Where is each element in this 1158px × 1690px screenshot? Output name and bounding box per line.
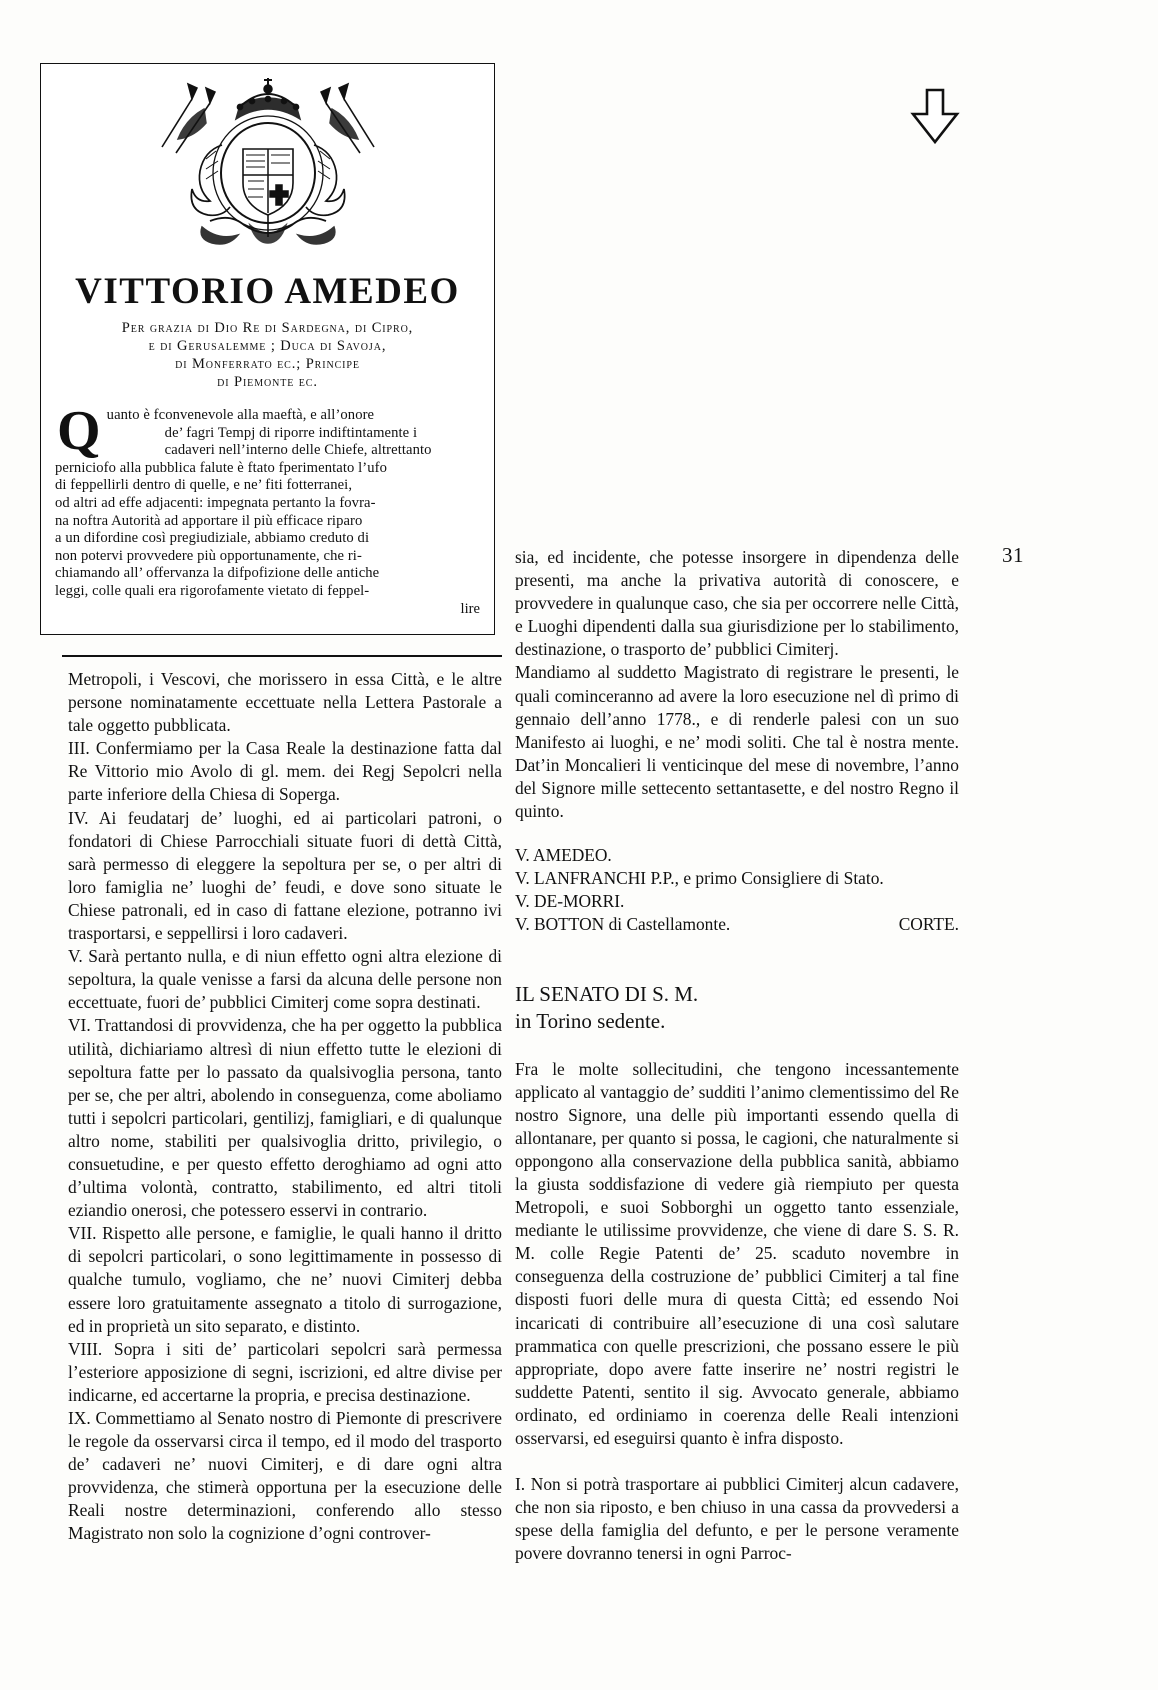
senato-heading-line2: in Torino sedente. <box>515 1008 666 1033</box>
paragraph: VIII. Sopra i siti de’ particolari sepolcri sarà permessa l’esteriore apposizione di segni, iscrizioni, ed altre divise per indicarne, ed accertarne la propria, e precisa destinazione. <box>68 1338 502 1405</box>
paragraph: VII. Rispetto alle persone, e famiglie, le quali hanno il dritto di sepolcri particolari, o sono legittimamente in possesso di qualche tumulo, vogliamo, che ne’ nuovi Cimiterj debba essere loro gratuitamente assegnato a titolo di surrogazione, ed in proprietà un sito separato, e distinto. <box>68 1223 502 1336</box>
left-text-column <box>68 668 502 1546</box>
plate-subtitle-line: Per grazia di Dio Re di Sardegna, di Cipro, <box>121 320 414 336</box>
plate-body-line: cadaveri nell’interno delle Chiefe, altrettanto <box>164 442 432 459</box>
plate-body-line: de’ fagri Tempj di riporre indiftintamente i <box>164 424 418 441</box>
signature-line-with-corte <box>515 913 959 936</box>
paragraph: IX. Commettiamo al Senato nostro di Piemonte di prescrivere le regole da osservarsi circa il tempo, ed il modo del trasporto de’ cadaveri ne’ nuovi Cimiterj, e di dare ogni altra provvidenza, che stimerà opportuna per la esecuzione delle Reali nostre determinazioni, conferendo allo stesso Magistrato non solo la cognizione d’ogni controver- <box>68 1408 502 1544</box>
senato-heading <box>515 981 959 1035</box>
plate-body-line: uanto è fconvenevole alla maeftà, e all’onore <box>106 407 375 423</box>
plate-body-line: chiamando all’ offervanza la difpofizione delle antiche <box>55 565 380 582</box>
signature-block <box>515 844 959 936</box>
column-rule <box>62 655 502 657</box>
right-text-column <box>515 546 959 1565</box>
plate-body <box>55 400 480 601</box>
drop-cap: Q <box>57 400 101 462</box>
plate-body-line: leggi, colle quali era rigorofamente vietato di feppel- <box>55 582 370 599</box>
paragraph: I. Non si potrà trasportare ai pubblici Cimiterj alcun cadavere, che non sia riposto, e ben chiuso in una cassa da provvedersi a spese della famiglia del defunto, e per le persone veramente povere dovranno tenersi in ogni Parroc- <box>515 1474 959 1564</box>
corte-label: CORTE. <box>898 914 959 935</box>
royal-coat-of-arms-icon <box>41 64 494 260</box>
paragraph: sia, ed incidente, che potesse insorgere in dipendenza delle presenti, ma anche la privativa autorità di conoscere, e provvedere in qualunque caso, che sia per occorrere nelle Città, e Luoghi dipendenti dalla sua giurisdizione per lo stabilimento, destinazione, o trasporto de’ pubblici Cimiterj. <box>515 547 959 660</box>
senato-heading-line1: IL SENATO DI S. M. <box>515 981 699 1006</box>
plate-body-line: na noftra Autorità ad apportare il più efficace riparo <box>55 512 363 529</box>
page-number: 31 <box>1002 543 1024 567</box>
paragraph: III. Confermiamo per la Casa Reale la destinazione fatta dal Re Vittorio mio Avolo di gl. mem. dei Regj Sepolcri nella parte inferiore della Chiesa di Soperga. <box>68 738 502 805</box>
plate-subtitle-line: di Piemonte ec. <box>217 374 318 390</box>
plate-body-line: non potervi provvedere più opportunamente, che ri- <box>55 547 362 564</box>
signature-line: V. LANFRANCHI P.P., e primo Consigliere di Stato. <box>515 868 884 889</box>
plate-subtitle <box>41 319 494 391</box>
paragraph: IV. Ai feudatarj de’ luoghi, ed ai particolari patroni, o fondatori di Chiese Parrocchiali situate fuori di dettà Città, sarà permesso di eleggere la sepoltura per se, o per altri di loro famiglia ne’ luoghi de’ feudi, e dove sono situate le Chiese patronali, ed in caso di fattane elezione, potranno ivi trasportarsi, e seppellirsi i loro cadaveri. <box>68 807 502 944</box>
plate-body-tail: lire <box>460 600 480 617</box>
paragraph: Fra le molte sollecitudini, che tengono incessantemente applicato al vantaggio de’ sudditi l’animo clementissimo del Re nostro Signore, una delle più importanti essendo quella di allontanare, per quanto si possa, le cagioni, che naturalmente si oppongono alla conservazione della pubblica sanità, abbiamo la giusta soddisfazione di vedere già riempiuto per questa Metropoli, e suoi Sobborghi un oggetto tanto essenziale, mediante le utilissime provvidenze, che viene di dare S. S. R. M. colle Regie Patenti de’ 25. scaduto novembre in conseguenza della costruzione de’ pubblici Cimiterj a tal fine disposti fuori delle mura di questa Città; ed essendo Noi incaricati di contribuire all’esecuzione di una così salutare prammatica con quelle prescrizioni, che possano essere le più appropriate, dopo avere fatte inserire ne’ nostri registri le suddette Patenti, sentito il sig. Avvocato generale, abbiamo ordinato, ed ordiniamo in coerenza delle Reali intenzioni osservarsi, ed eseguirsi quanto è infra disposto. <box>515 1058 959 1448</box>
plate-body-line: perniciofo alla pubblica falute è ftato fperimentato l’ufo <box>55 459 387 476</box>
paragraph: V. Sarà pertanto nulla, e di niun effetto ogni altra elezione di sepoltura, la quale venisse a farsi da alcuna delle persone non eccettuate, fuori de’ pubblici Cimiterj come sopra destinati. <box>68 946 502 1013</box>
signature-line: V. BOTTON di Castellamonte. <box>515 914 731 935</box>
senato-body <box>515 1058 959 1566</box>
paragraph: Metropoli, i Vescovi, che morissero in essa Città, e le altre persone nominatamente eccettuate nella Lettera Pastorale a tale oggetto pubblicata. <box>68 669 502 736</box>
facsimile-plate <box>40 63 495 635</box>
plate-subtitle-line: e di Gerusalemme ; Duca di Savoja, <box>148 338 387 354</box>
signature-line: V. AMEDEO. <box>515 845 612 866</box>
plate-body-line: di feppellirli dentro di quelle, e ne’ fiti fotterranei, <box>55 477 353 494</box>
plate-body-line: od altri ad effe adjacenti: impegnata pertanto la fovra- <box>55 494 376 511</box>
signature-line: V. DE-MORRI. <box>515 891 625 912</box>
plate-body-line: a un difordine così pregiudiziale, abbiamo creduto di <box>55 530 370 547</box>
down-arrow-icon <box>905 88 965 148</box>
paragraph: VI. Trattandosi di provvidenza, che ha per oggetto la pubblica utilità, dichiariamo altresì di niun effetto tutte le elezioni di sepoltura fatte per lo passato da qualsivoglia persona, tanto per se, che per altri, abolendo in conseguenza, come aboliamo tutti i sepolcri particolari, gentilizj, famigliari, e di qualunque altro nome, stabiliti per qualsivoglia dritto, privilegio, o consuetudine, e per questo effetto deroghiamo ad ogni atto d’ultima volontà, contratto, stabilimento, ed altri titoli eziandio onerosi, che potessero esservi in contrario. <box>68 1015 502 1221</box>
plate-title: VITTORIO AMEDEO <box>75 271 460 312</box>
paragraph: Mandiamo al suddetto Magistrato di registrare le presenti, le quali cominceranno ad avere la loro esecuzione nel dì primo di gennaio dell’anno 1778., e di renderle palesi con un suo Manifesto ai luoghi, e ne’ modi soliti. Che tal è nostra mente. Dat’in Moncalieri li venticinque del mese di novembre, l’anno del Signore mille settecento settantasette, e del nostro Regno il quinto. <box>515 662 959 822</box>
plate-subtitle-line: di Monferrato ec.; Principe <box>175 356 360 372</box>
